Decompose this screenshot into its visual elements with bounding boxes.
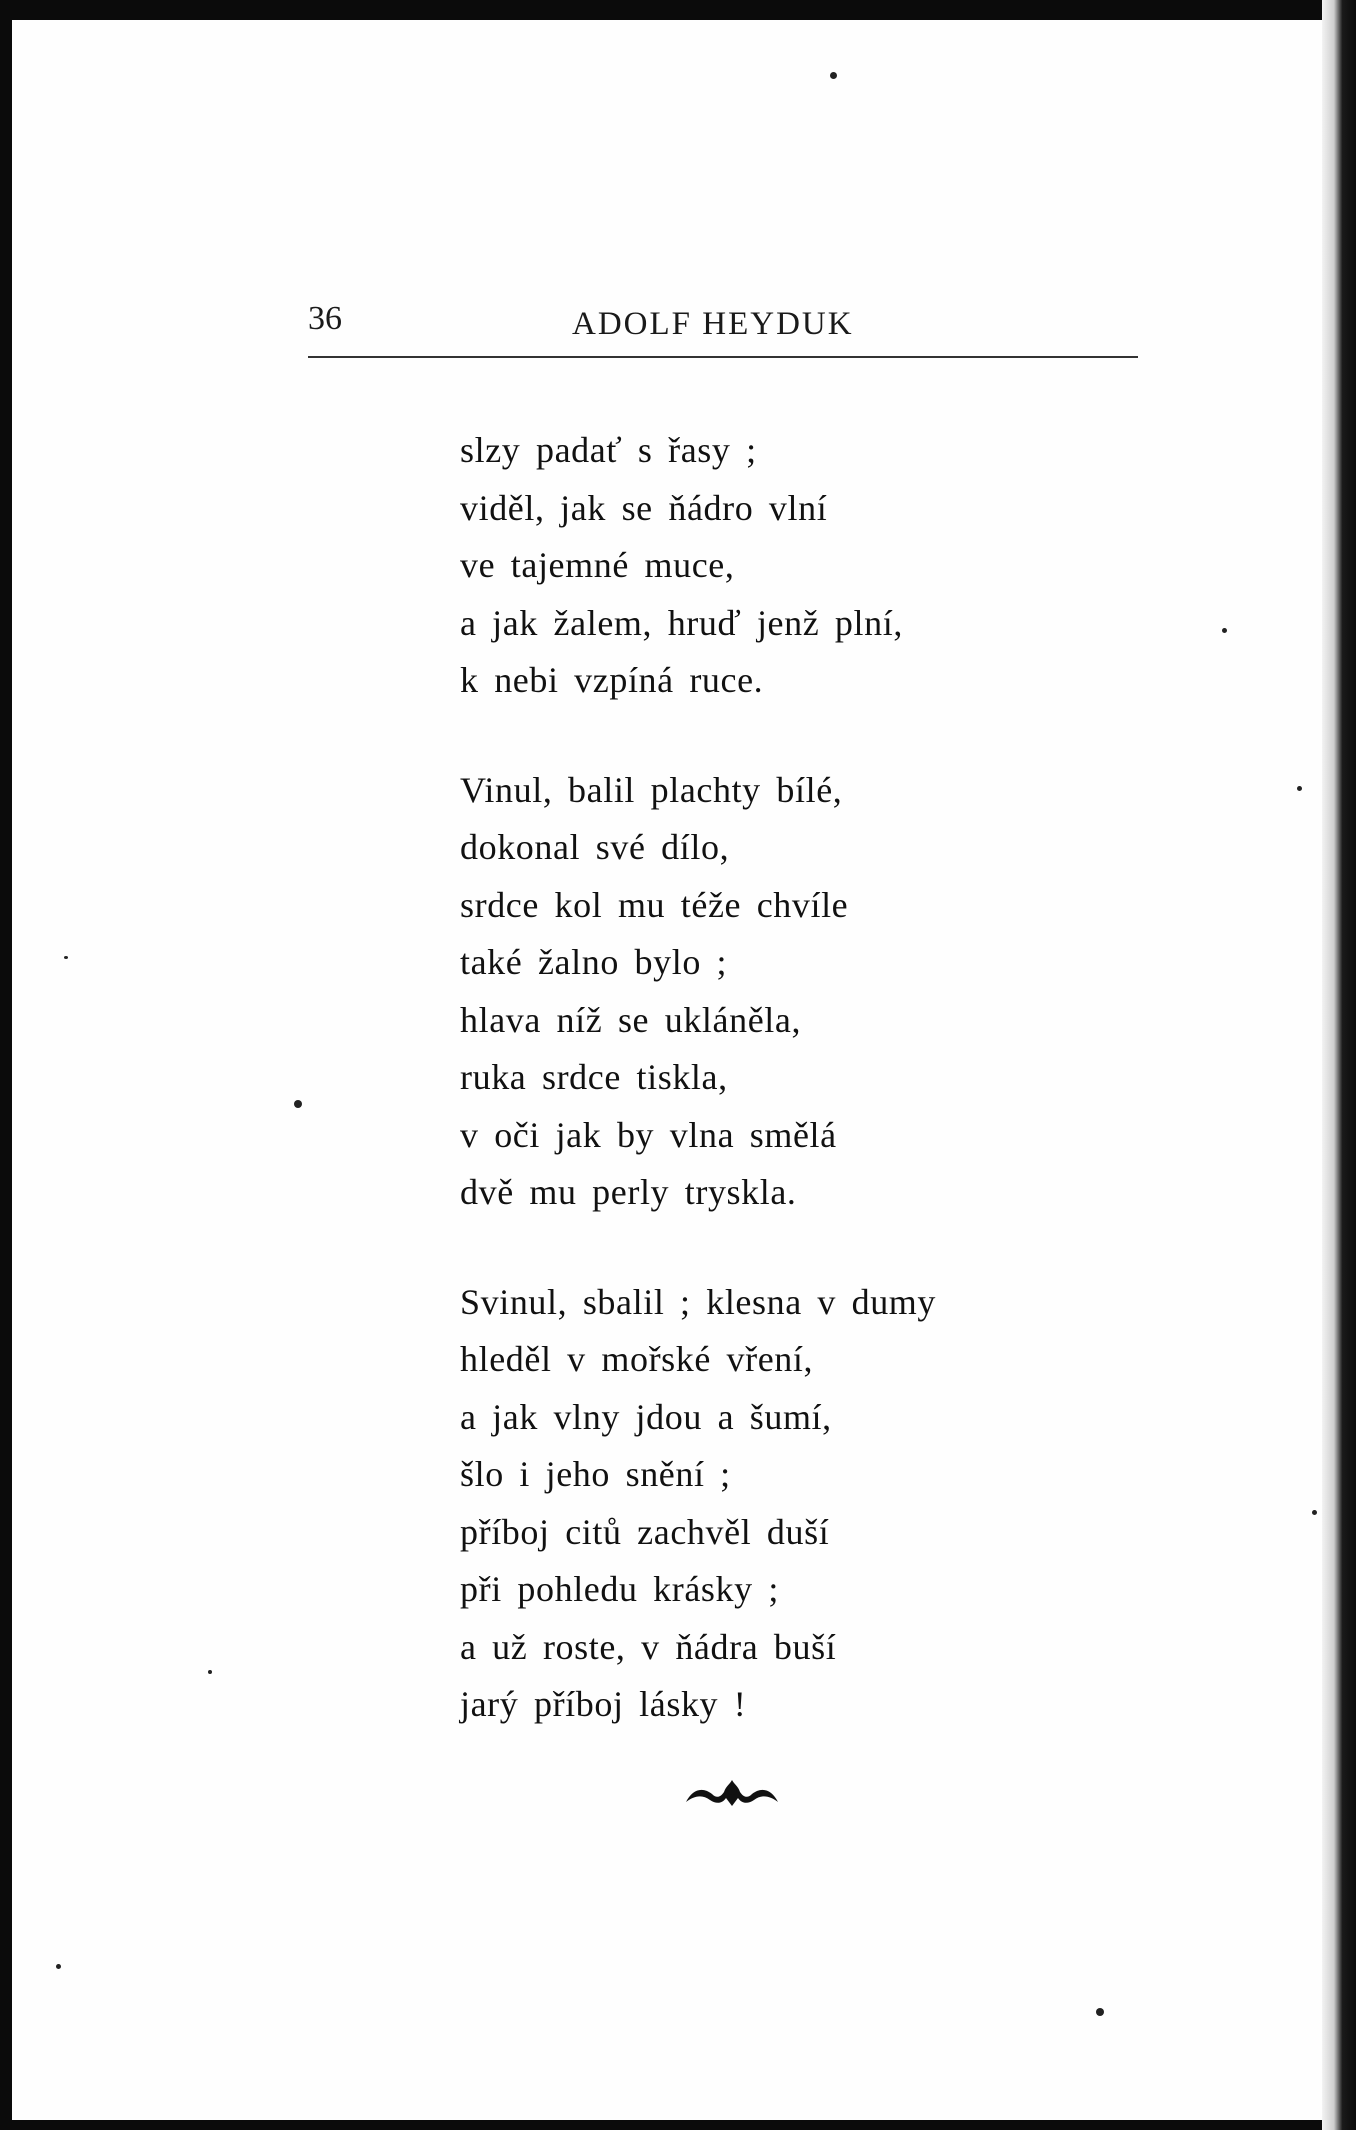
stanza-1 — [460, 422, 1080, 710]
poem-line: a jak vlny jdou a šumí, — [460, 1396, 832, 1437]
scan-speck — [1312, 1510, 1317, 1515]
poem-line: ruka srdce tiskla, — [460, 1057, 728, 1097]
scan-speck — [1222, 628, 1227, 633]
stanza-2 — [460, 762, 1080, 1222]
poem-line: ve tajemné muce, — [460, 545, 735, 585]
poem-body — [460, 422, 1080, 1786]
poem-line: hleděl v mořské vření, — [460, 1339, 814, 1379]
scan-speck — [830, 72, 837, 79]
poem-line: hlava níž se ukláněla, — [460, 999, 802, 1040]
poem-line: v oči jak by vlna smělá — [460, 1114, 837, 1155]
poem-line: také žalno bylo ; — [460, 942, 728, 982]
fleuron-ornament-icon — [682, 1772, 782, 1812]
scan-speck — [294, 1100, 302, 1108]
poem-line: Svinul, sbalil ; klesna v dumy — [460, 1281, 936, 1322]
poem-line: jarý příboj lásky ! — [460, 1684, 747, 1724]
poem-line: dokonal své dílo, — [460, 827, 730, 867]
poem-line: a už roste, v ňádra buší — [460, 1626, 837, 1667]
scan-page-edge — [1322, 0, 1356, 2130]
poem-line: slzy padať s řasy ; — [460, 430, 757, 470]
scan-speck — [1297, 786, 1302, 791]
scan-speck — [64, 956, 68, 959]
poem-line: Vinul, balil plachty bílé, — [460, 769, 843, 810]
poem-line: k nebi vzpíná ruce. — [460, 660, 764, 700]
poem-line: šlo i jeho snění ; — [460, 1454, 731, 1494]
poem-line: a jak žalem, hruď jenž plní, — [460, 602, 903, 643]
poem-line: příboj citů zachvěl duší — [460, 1511, 830, 1552]
scan-speck — [208, 1670, 212, 1674]
poem-line: dvě mu perly tryskla. — [460, 1172, 797, 1212]
poem-line: při pohledu krásky ; — [460, 1569, 779, 1609]
header-rule — [308, 356, 1138, 358]
poem-line: srdce kol mu téže chvíle — [460, 884, 849, 925]
poem-line: viděl, jak se ňádro vlní — [460, 487, 828, 528]
running-head-title: ADOLF HEYDUK — [572, 306, 854, 342]
stanza-3 — [460, 1274, 1080, 1734]
page-number: 36 — [308, 300, 342, 337]
book-page — [12, 20, 1322, 2120]
scan-speck — [56, 1964, 61, 1969]
scan-speck — [1096, 2008, 1104, 2016]
